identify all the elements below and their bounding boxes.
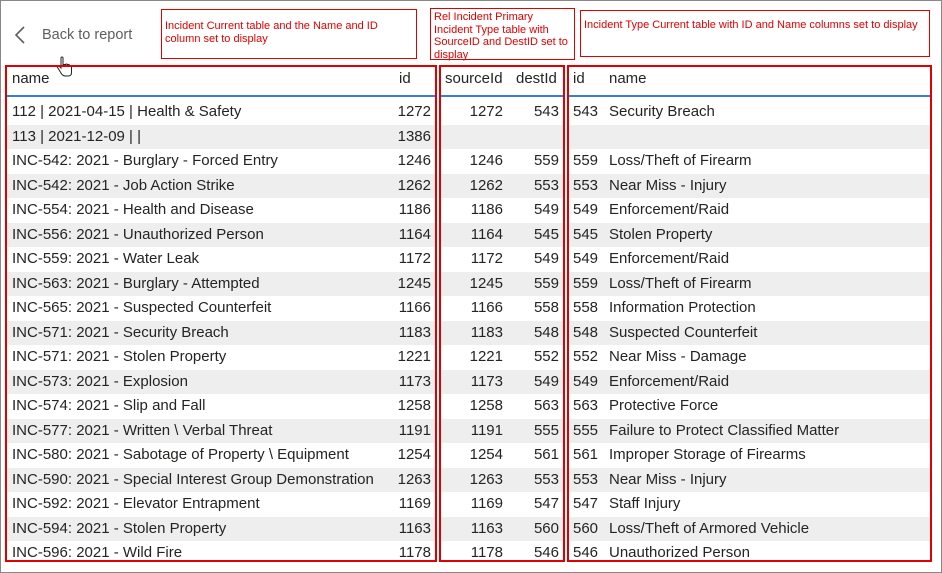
cell-dest-id: 559 (533, 274, 559, 292)
cell-type-name: Near Miss - Injury (609, 470, 727, 488)
table-row[interactable] (7, 443, 435, 468)
cell-type-name: Near Miss - Injury (609, 176, 727, 194)
table-row[interactable] (441, 149, 563, 174)
table-row[interactable] (569, 296, 930, 321)
cell-source-id: 1263 (469, 470, 503, 488)
table-row[interactable] (441, 370, 563, 395)
cell-type-id: 553 (573, 470, 599, 488)
cell-type-id: 558 (573, 299, 599, 316)
cell-type-id: 548 (573, 323, 599, 341)
table-row[interactable] (441, 517, 563, 542)
cell-incident-name: INC-556: 2021 - Unauthorized Person (12, 225, 264, 243)
cell-type-id: 545 (573, 225, 599, 243)
cell-source-id: 1254 (469, 446, 503, 463)
cell-type-id: 563 (573, 397, 599, 414)
cell-type-id: 559 (573, 274, 599, 292)
cell-incident-name: INC-594: 2021 - Stolen Property (12, 519, 227, 537)
table-row[interactable] (441, 492, 563, 517)
cell-incident-name: INC-542: 2021 - Job Action Strike (12, 176, 235, 194)
table-row[interactable] (569, 345, 930, 370)
table-row[interactable] (7, 198, 435, 223)
cell-source-id: 1173 (470, 372, 503, 390)
cell-incident-id: 1164 (398, 225, 431, 243)
table-row[interactable] (569, 247, 930, 272)
cell-incident-id: 1246 (397, 152, 431, 169)
cell-incident-id: 1186 (398, 201, 431, 218)
cell-dest-id: 547 (533, 495, 559, 512)
cell-source-id: 1191 (470, 421, 503, 439)
table-row[interactable] (441, 394, 563, 419)
cell-dest-id: 546 (533, 544, 559, 561)
column-header-id[interactable]: id (573, 70, 585, 87)
back-to-report-button[interactable] (14, 22, 132, 48)
table-row[interactable] (569, 419, 930, 444)
cell-incident-id: 1183 (398, 323, 431, 341)
cell-incident-name: INC-571: 2021 - Security Breach (12, 323, 229, 341)
cell-incident-id: 1172 (398, 250, 431, 267)
table-body (7, 100, 435, 562)
cell-source-id: 1164 (470, 225, 503, 243)
table-row[interactable] (569, 125, 930, 150)
cell-type-id: 555 (573, 421, 599, 439)
table-row[interactable] (441, 443, 563, 468)
table-row[interactable] (441, 419, 563, 444)
cell-incident-id: 1163 (398, 519, 431, 537)
cell-type-name: Loss/Theft of Firearm (609, 152, 752, 169)
table-row[interactable] (441, 272, 563, 297)
cell-dest-id: 549 (533, 372, 559, 390)
cell-incident-id: 1173 (398, 372, 431, 390)
cell-incident-name: INC-571: 2021 - Stolen Property (12, 348, 227, 365)
cell-dest-id: 559 (533, 152, 559, 169)
cell-incident-name: INC-574: 2021 - Slip and Fall (12, 397, 206, 414)
cell-dest-id: 555 (533, 421, 559, 439)
cell-incident-name: INC-554: 2021 - Health and Disease (12, 201, 254, 218)
cell-source-id: 1245 (469, 274, 503, 292)
cell-incident-name: INC-542: 2021 - Burglary - Forced Entry (12, 152, 278, 169)
cell-incident-name: INC-580: 2021 - Sabotage of Property \ Equipment (12, 446, 349, 463)
table-row[interactable] (441, 296, 563, 321)
cell-type-id: 553 (573, 176, 599, 194)
cell-type-id: 560 (573, 519, 599, 537)
column-header-name[interactable]: name (12, 70, 50, 87)
table-row[interactable] (441, 468, 563, 493)
cell-incident-name: INC-590: 2021 - Special Interest Group Demonstration (12, 470, 374, 488)
cell-dest-id: 549 (533, 250, 559, 267)
column-header-source-id[interactable]: sourceId (445, 70, 503, 87)
cell-incident-id: 1263 (397, 470, 431, 488)
cell-source-id: 1221 (469, 348, 503, 365)
cell-type-name: Enforcement/Raid (609, 201, 730, 218)
table-row[interactable] (569, 468, 930, 493)
cell-dest-id: 545 (533, 225, 559, 243)
cell-incident-id: 1166 (398, 299, 431, 316)
table-row[interactable] (569, 100, 930, 125)
cell-incident-id: 1272 (397, 103, 431, 120)
incident-current-table (5, 65, 437, 562)
table-row[interactable] (7, 370, 435, 395)
cell-type-name: Security Breach (609, 103, 715, 120)
cell-type-id: 543 (573, 103, 599, 120)
cell-incident-name: INC-563: 2021 - Burglary - Attempted (12, 274, 260, 292)
table-row[interactable] (7, 125, 435, 150)
cell-dest-id: 553 (533, 470, 559, 488)
cell-incident-name: 112 | 2021-04-15 | Health & Safety (12, 103, 242, 120)
cell-incident-name: INC-573: 2021 - Explosion (12, 372, 188, 390)
table-row[interactable] (7, 419, 435, 444)
cell-source-id: 1272 (469, 103, 503, 120)
cell-type-name: Failure to Protect Classified Matter (609, 421, 840, 439)
table-row[interactable] (569, 370, 930, 395)
table-row[interactable] (569, 321, 930, 346)
chevron-left-icon (14, 25, 26, 45)
table-row[interactable] (441, 247, 563, 272)
table-row[interactable] (7, 149, 435, 174)
table-row[interactable] (441, 345, 563, 370)
cell-type-name: Improper Storage of Firearms (609, 446, 806, 463)
table-row[interactable] (7, 517, 435, 542)
cell-type-id: 547 (573, 495, 599, 512)
cell-incident-name: INC-565: 2021 - Suspected Counterfeit (12, 299, 272, 316)
cell-type-id: 549 (573, 372, 599, 390)
cell-incident-id: 1262 (397, 176, 431, 194)
table-header (7, 67, 435, 97)
table-row[interactable] (569, 394, 930, 419)
cell-dest-id: 553 (533, 176, 559, 194)
cell-type-name: Protective Force (609, 397, 719, 414)
cell-type-name: Near Miss - Damage (609, 348, 747, 365)
cell-incident-id: 1169 (398, 495, 431, 512)
cell-incident-id: 1178 (398, 544, 431, 561)
cell-type-id: 552 (573, 348, 599, 365)
cell-incident-name: INC-596: 2021 - Wild Fire (12, 544, 183, 561)
table-row[interactable] (441, 174, 563, 199)
table-row[interactable] (569, 541, 930, 562)
cell-type-name: Loss/Theft of Armored Vehicle (609, 519, 810, 537)
cell-type-id: 549 (573, 201, 599, 218)
table-row[interactable] (7, 468, 435, 493)
rel-incident-type-table (439, 65, 565, 562)
column-header-id[interactable]: id (399, 70, 411, 87)
cell-type-name: Staff Injury (609, 495, 681, 512)
cell-dest-id: 561 (533, 446, 559, 463)
cell-type-name: Information Protection (609, 299, 756, 316)
cell-type-id: 559 (573, 152, 599, 169)
cell-source-id: 1169 (470, 495, 503, 512)
cell-type-id: 549 (573, 250, 599, 267)
cell-type-name: Enforcement/Raid (609, 250, 730, 267)
cell-type-name: Suspected Counterfeit (609, 323, 758, 341)
table-row[interactable] (7, 394, 435, 419)
table-row[interactable] (441, 198, 563, 223)
cell-dest-id: 552 (533, 348, 559, 365)
table-row[interactable] (7, 174, 435, 199)
annotation-rel-table: Rel Incident Primary Incident Type table with SourceID and DestID set to display (430, 8, 575, 60)
cell-source-id: 1258 (469, 397, 503, 414)
table-header (441, 67, 563, 97)
cell-source-id: 1166 (470, 299, 503, 316)
table-row[interactable] (569, 198, 930, 223)
column-header-name[interactable]: name (609, 70, 647, 87)
cell-type-id: 561 (573, 446, 599, 463)
table-row[interactable] (569, 174, 930, 199)
cell-type-name: Unauthorized Person (609, 544, 750, 561)
cell-source-id: 1163 (470, 519, 503, 537)
cell-type-name: Loss/Theft of Firearm (609, 274, 752, 292)
table-row[interactable] (441, 100, 563, 125)
table-header (569, 67, 930, 97)
table-row[interactable] (7, 541, 435, 562)
table-row[interactable] (7, 247, 435, 272)
table-row[interactable] (7, 492, 435, 517)
table-row[interactable] (7, 100, 435, 125)
table-row[interactable] (441, 321, 563, 346)
table-row[interactable] (569, 149, 930, 174)
cell-incident-id: 1221 (397, 348, 431, 365)
table-row[interactable] (441, 541, 563, 562)
cell-source-id: 1183 (470, 323, 503, 341)
table-row[interactable] (569, 443, 930, 468)
cell-incident-name: INC-592: 2021 - Elevator Entrapment (12, 495, 260, 512)
cell-source-id: 1178 (470, 544, 503, 561)
cell-incident-name: INC-559: 2021 - Water Leak (12, 250, 200, 267)
cell-dest-id: 543 (533, 103, 559, 120)
cell-dest-id: 548 (533, 323, 559, 341)
cell-dest-id: 563 (533, 397, 559, 414)
cell-incident-id: 1258 (397, 397, 431, 414)
cell-type-name: Enforcement/Raid (609, 372, 730, 390)
cell-source-id: 1186 (470, 201, 503, 218)
cell-dest-id: 560 (533, 519, 559, 537)
cell-incident-id: 1191 (398, 421, 431, 439)
table-body (441, 100, 563, 562)
table-row[interactable] (569, 223, 930, 248)
table-row[interactable] (7, 272, 435, 297)
cell-dest-id: 549 (533, 201, 559, 218)
annotation-type-table: Incident Type Current table with ID and Name columns set to display (580, 10, 930, 57)
table-row[interactable] (569, 272, 930, 297)
cell-source-id: 1262 (469, 176, 503, 194)
cell-incident-id: 1386 (397, 127, 431, 145)
table-row[interactable] (569, 517, 930, 542)
table-row[interactable] (441, 125, 563, 150)
table-row[interactable] (441, 223, 563, 248)
table-row[interactable] (7, 345, 435, 370)
table-row[interactable] (569, 492, 930, 517)
cell-type-id: 546 (573, 544, 599, 561)
back-to-report-label: Back to report (42, 27, 133, 43)
cell-source-id: 1172 (470, 250, 503, 267)
table-body (569, 100, 930, 562)
cell-incident-id: 1254 (397, 446, 431, 463)
cell-incident-id: 1245 (397, 274, 431, 292)
incident-type-current-table (567, 65, 932, 562)
table-row[interactable] (7, 296, 435, 321)
cell-incident-name: 113 | 2021-12-09 | | (12, 127, 142, 145)
cell-incident-name: INC-577: 2021 - Written \ Verbal Threat (12, 421, 273, 439)
table-row[interactable] (7, 223, 435, 248)
cell-dest-id: 558 (533, 299, 559, 316)
annotation-incident-table: Incident Current table and the Name and ID column set to display (161, 9, 417, 59)
cell-source-id: 1246 (469, 152, 503, 169)
table-row[interactable] (7, 321, 435, 346)
cell-type-name: Stolen Property (609, 225, 713, 243)
column-header-dest-id[interactable]: destId (516, 70, 557, 87)
